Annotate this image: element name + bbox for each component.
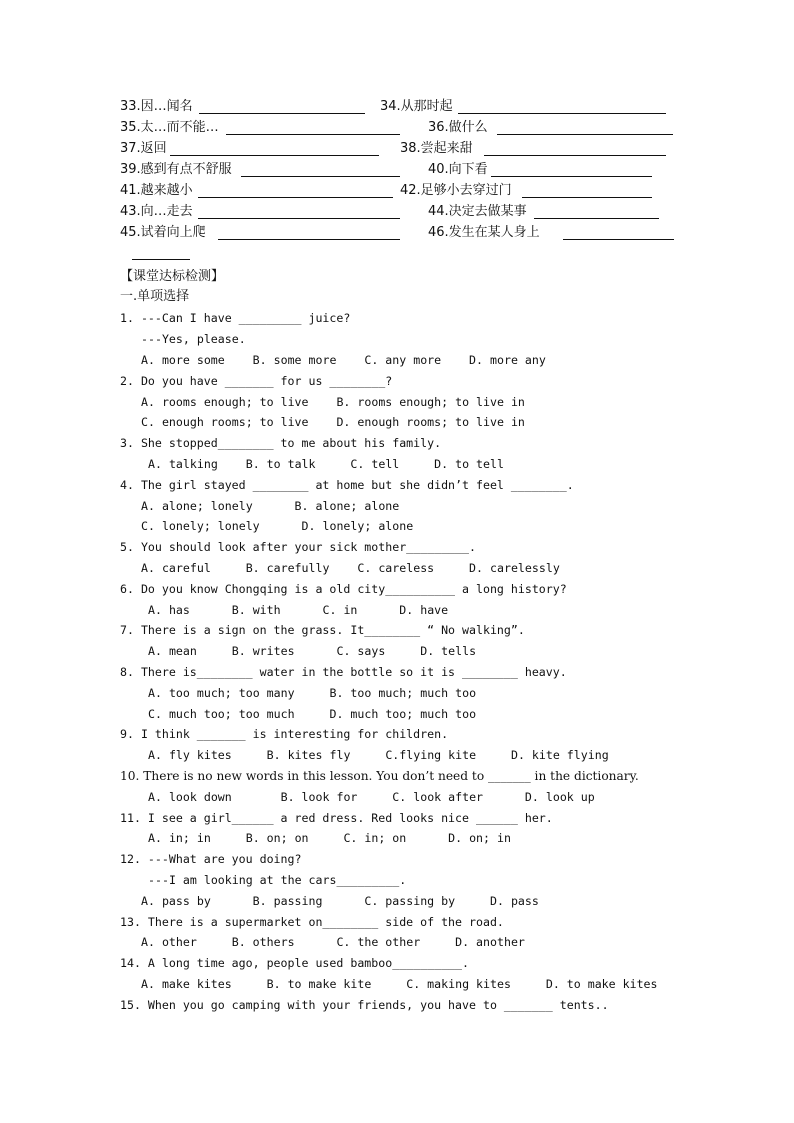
question-5-options: A. careful B. carefully C. careless D. carelessly <box>141 561 560 575</box>
phrase-43: 43.向…走去 <box>120 204 193 219</box>
question-14: 14. A long time ago, people used bamboo__________. <box>120 956 470 970</box>
question-5: 5. You should look after your sick mother_________. <box>120 540 476 554</box>
question-2: 2. Do you have _______ for us ________? <box>120 374 393 388</box>
phrase-36: 36.做什么 <box>428 120 488 135</box>
question-12-options: A. pass by B. passing C. passing by D. pass <box>141 894 539 908</box>
phrase-42: 42.足够小去穿过门 <box>400 183 512 198</box>
question-8: 8. There is________ water in the bottle so it is ________ heavy. <box>120 665 567 679</box>
answer-blank <box>484 155 666 156</box>
question-1-options: A. more some B. some more C. any more D. more any <box>141 353 546 367</box>
question-14-options: A. make kites B. to make kite C. making kites D. to make kites <box>141 977 658 991</box>
question-4: 4. The girl stayed ________ at home but she didn’t feel ________. <box>120 478 574 492</box>
question-6: 6. Do you know Chongqing is a old city__________ a long history? <box>120 582 567 596</box>
phrase-34: 34.从那时起 <box>380 99 453 114</box>
answer-blank <box>563 239 674 240</box>
answer-blank <box>198 197 393 198</box>
question-13-options: A. other B. others C. the other D. another <box>141 935 525 949</box>
answer-blank <box>534 218 659 219</box>
phrase-45: 45.试着向上爬 <box>120 225 206 240</box>
question-11: 11. I see a girl______ a red dress. Red looks nice ______ her. <box>120 811 553 825</box>
answer-blank <box>226 134 400 135</box>
phrase-35: 35.太…而不能… <box>120 120 219 135</box>
phrase-33: 33.因…闻名 <box>120 99 193 114</box>
phrase-40: 40.向下看 <box>428 162 488 177</box>
question-12: 12. ---What are you doing? <box>120 852 302 866</box>
answer-blank <box>132 259 190 260</box>
question-7-options: A. mean B. writes C. says D. tells <box>148 644 477 658</box>
answer-blank <box>241 176 400 177</box>
question-8-options-2: C. much too; too much D. much too; much too <box>148 707 477 721</box>
answer-blank <box>198 218 400 219</box>
question-3: 3. She stopped________ to me about his family. <box>120 436 442 450</box>
phrase-38: 38.尝起来甜 <box>400 141 473 156</box>
section-title: 【课堂达标检测】 <box>120 269 225 284</box>
question-10-options: A. look down B. look for C. look after D. look up <box>148 790 595 804</box>
answer-blank <box>458 113 666 114</box>
answer-blank <box>522 197 652 198</box>
phrase-41: 41.越来越小 <box>120 183 193 198</box>
question-9: 9. I think _______ is interesting for children. <box>120 727 449 741</box>
subsection-title: 一.单项选择 <box>120 289 190 304</box>
question-4-options: A. alone; lonely B. alone; alone <box>141 499 400 513</box>
question-11-options: A. in; in B. on; on C. in; on D. on; in <box>148 831 511 845</box>
phrase-46: 46.发生在某人身上 <box>428 225 540 240</box>
question-15: 15. When you go camping with your friends, you have to _______ tents.. <box>120 998 609 1012</box>
question-7: 7. There is a sign on the grass. It________ “ No walking”. <box>120 623 525 637</box>
answer-blank <box>170 155 379 156</box>
phrase-44: 44.决定去做某事 <box>428 204 527 219</box>
question-9-options: A. fly kites B. kites fly C.flying kite D. kite flying <box>148 748 609 762</box>
question-2-options-2: C. enough rooms; to live D. enough rooms; to live in <box>141 415 525 429</box>
answer-blank <box>199 113 365 114</box>
question-3-options: A. talking B. to talk C. tell D. to tell <box>148 457 504 471</box>
answer-blank <box>491 176 652 177</box>
question-8-options: A. too much; too many B. too much; much too <box>148 686 477 700</box>
phrase-37: 37.返回 <box>120 141 167 156</box>
question-10: 10. There is no new words in this lesson. You don’t need to _______ in the dictionary. <box>120 769 639 783</box>
question-1: 1. ---Can I have _________ juice? <box>120 311 351 325</box>
question-1-reply: ---Yes, please. <box>141 332 246 346</box>
answer-blank <box>218 239 400 240</box>
question-4-options-2: C. lonely; lonely D. lonely; alone <box>141 519 414 533</box>
question-6-options: A. has B. with C. in D. have <box>148 603 449 617</box>
phrase-39: 39.感到有点不舒服 <box>120 162 232 177</box>
answer-blank <box>497 134 673 135</box>
question-12-reply: ---I am looking at the cars_________. <box>148 873 407 887</box>
question-2-options: A. rooms enough; to live B. rooms enough; to live in <box>141 395 525 409</box>
question-13: 13. There is a supermarket on________ side of the road. <box>120 915 504 929</box>
